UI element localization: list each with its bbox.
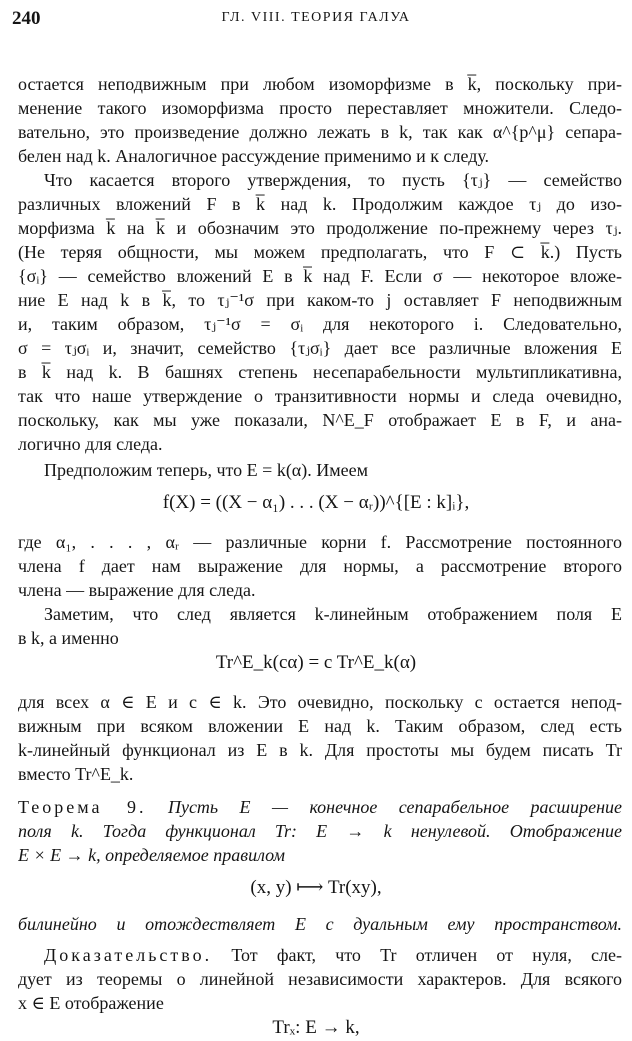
text-line: (Не теряя общности, мы можем предполагать, что F ⊂ k̅.) Пусть [18, 242, 622, 262]
text-line: поскольку, как мы уже показали, N^E_F отображает E в F, и ана- [18, 410, 622, 430]
text-line: морфизма k̅ на k̅ и обозначим это продолжение по-прежнему через τⱼ. [18, 218, 622, 238]
text-line: для всех α ∈ E и c ∈ k. Это очевидно, поскольку c остается непод- [18, 692, 622, 712]
proof-text: Тот факт, что Tr отличен от нуля, сле- [231, 945, 622, 965]
text-line: вательно, это произведение должно лежать в k, так как α^{p^μ} сепара- [18, 122, 622, 142]
proof-label: Доказательство. [44, 945, 213, 965]
text-line: члена — выражение для следа. [18, 580, 256, 600]
text-line: ние E над k в k̅, то τⱼ⁻¹σ при каком-то j оставляет F неподвижным [18, 290, 622, 310]
theorem-text: Пусть E — конечное сепарабельное расширение [167, 797, 622, 817]
formula-f-of-x: f(X) = ((X − α₁) . . . (X − αᵣ))^{[E : k]ᵢ}, [162, 492, 470, 513]
text-line: члена f дает нам выражение для нормы, а рассмотрение второго [18, 556, 622, 576]
page-header [12, 8, 620, 34]
text-line: белен над k. Аналогичное рассуждение применимо и к следу. [18, 146, 490, 166]
formula-trace-x: Trₓ: E → k, [272, 1017, 360, 1038]
text-line: так что наше утверждение о транзитивности нормы и следа очевидно, [18, 386, 622, 406]
text-line: дует из теоремы о линейной независимости характеров. Для всякого [18, 969, 622, 989]
theorem-9-line [18, 795, 622, 819]
formula-trace-linearity: Tr^E_k(cα) = c Tr^E_k(α) [215, 652, 417, 673]
text-line: менение такого изоморфизма просто переставляет множители. Следо- [18, 98, 622, 118]
running-title: ГЛ. VIII. ТЕОРИЯ ГАЛУА [221, 10, 411, 25]
theorem-text: билинейно и отождествляет E с дуальным ему пространством. [18, 914, 622, 934]
theorem-label: Теорема 9. [18, 797, 147, 817]
text-line: вижным при всяком вложении E над k. Таким образом, след есть [18, 716, 622, 736]
text-line: где α₁, . . . , αᵣ — различные корни f. Рассмотрение постоянного [18, 532, 622, 552]
theorem-text: поля k. Тогда функционал Tr: E → k ненулевой. Отображение [18, 821, 622, 841]
text-line: в k, а именно [18, 628, 119, 648]
text-line: {σᵢ} — семейство вложений E в k̅ над F. Если σ — некоторое вложе- [18, 266, 622, 286]
text-line: Заметим, что след является k-линейным отображением поля E [44, 604, 622, 624]
proof-line [44, 943, 622, 967]
text-line: различных вложений F в k̅ над k. Продолжим каждое τⱼ до изо- [18, 194, 622, 214]
text-line: в k̅ над k. В башнях степень несепарабельности мультипликативна, [18, 362, 622, 382]
text-line: остается неподвижным при любом изоморфизме в k̅, поскольку при- [18, 74, 622, 94]
text-line: Что касается второго утверждения, то пусть {τⱼ} — семейство [44, 170, 622, 190]
text-line: вместо Tr^E_k. [18, 764, 134, 784]
text-line: k-линейный функционал из E в k. Для простоты мы будем писать Tr [18, 740, 622, 760]
text-line: Предположим теперь, что E = k(α). Имеем [44, 460, 368, 480]
text-line: логично для следа. [18, 434, 163, 454]
theorem-text: E × E → k, определяемое правилом [18, 845, 285, 865]
page-number: 240 [12, 8, 41, 29]
text-line: и, таким образом, τⱼ⁻¹σ = σᵢ для некоторого i. Следовательно, [18, 314, 622, 334]
text-line: x ∈ E отображение [18, 993, 164, 1013]
text-line: σ = τⱼσᵢ и, значит, семейство {τⱼσᵢ} дает все различные вложения E [18, 338, 622, 358]
formula-bilinear-map: (x, y) ⟼ Tr(xy), [250, 877, 382, 898]
